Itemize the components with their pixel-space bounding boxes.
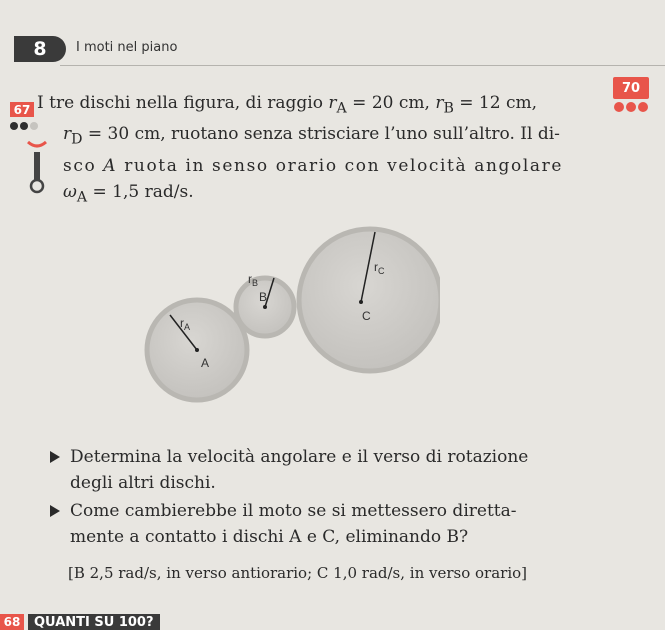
exercise-70-badge: 70 <box>613 77 649 99</box>
question-list <box>48 444 648 552</box>
problem-line-4 <box>37 179 605 210</box>
radius-a-value: = 20 cm, <box>346 93 436 113</box>
chapter-title: I moti nel piano <box>76 40 178 55</box>
center-a-dot <box>195 348 199 352</box>
problem-line-2 <box>37 121 605 152</box>
problem-line-1 <box>37 90 605 121</box>
disc-c <box>299 229 440 371</box>
omega-symbol: ω <box>63 181 77 202</box>
problem-intro: I tre dischi nella figura, di raggio <box>37 93 329 113</box>
corner-difficulty-dots <box>614 102 648 112</box>
question-2 <box>48 498 648 550</box>
radius-symbol: r <box>328 93 337 113</box>
difficulty-dots <box>10 122 38 130</box>
radius-symbol: r <box>435 93 444 113</box>
problem-line-3 <box>37 153 605 179</box>
triangle-bullet-icon <box>50 505 60 517</box>
label-c: C <box>362 309 371 323</box>
chapter-number-badge: 8 <box>14 36 66 62</box>
header-divider <box>60 65 665 66</box>
label-a: A <box>201 356 210 370</box>
next-exercise-title: QUANTI SU 100? <box>28 614 160 630</box>
subscript-d: D <box>71 131 83 148</box>
question-1-line-1: Determina la velocità angolare e il verso di rotazione <box>70 447 529 467</box>
answer-text: [B 2,5 rad/s, in verso antiorario; C 1,0 rad/s, in verso orario] <box>68 564 528 582</box>
subscript-a: A <box>336 100 347 117</box>
discs-figure <box>140 225 440 415</box>
difficulty-dot-filled <box>10 122 18 130</box>
question-1-line-2: degli altri dischi. <box>70 473 216 493</box>
radius-b-value: = 12 cm, <box>453 93 537 113</box>
problem-text-fragment: ruota in senso orario con velocità angolare <box>117 155 563 176</box>
label-ra: $r_A$ <box>180 316 191 332</box>
difficulty-dot-filled <box>614 102 624 112</box>
disc-a-name: A <box>103 155 118 176</box>
center-b-dot <box>263 305 267 309</box>
label-rc: $r_C$ <box>374 260 385 276</box>
problem-text-fragment: sco <box>63 155 104 176</box>
difficulty-dot-filled <box>626 102 636 112</box>
exercise-number-badge: 67 <box>10 102 34 117</box>
label-b: B <box>259 290 268 304</box>
next-exercise-number: 68 <box>0 614 24 630</box>
radius-symbol: r <box>63 124 72 145</box>
omega-value: = 1,5 rad/s. <box>87 181 194 202</box>
center-c-dot <box>359 300 363 304</box>
difficulty-dot-filled <box>20 122 28 130</box>
label-rb: $r_B$ <box>248 272 259 288</box>
question-1 <box>48 444 648 496</box>
question-2-line-1: Come cambierebbe il moto se si mettessero diretta- <box>70 501 517 521</box>
subscript-b: B <box>443 100 454 117</box>
radius-d-value: = 30 cm, ruotano senza strisciare l’uno sull’altro. Il di- <box>82 124 560 145</box>
subscript-a: A <box>76 189 88 206</box>
question-2-line-2: mente a contatto i dischi A e C, eliminando B? <box>70 527 469 547</box>
triangle-bullet-icon <box>50 451 60 463</box>
problem-statement <box>37 90 605 210</box>
difficulty-dot-filled <box>638 102 648 112</box>
